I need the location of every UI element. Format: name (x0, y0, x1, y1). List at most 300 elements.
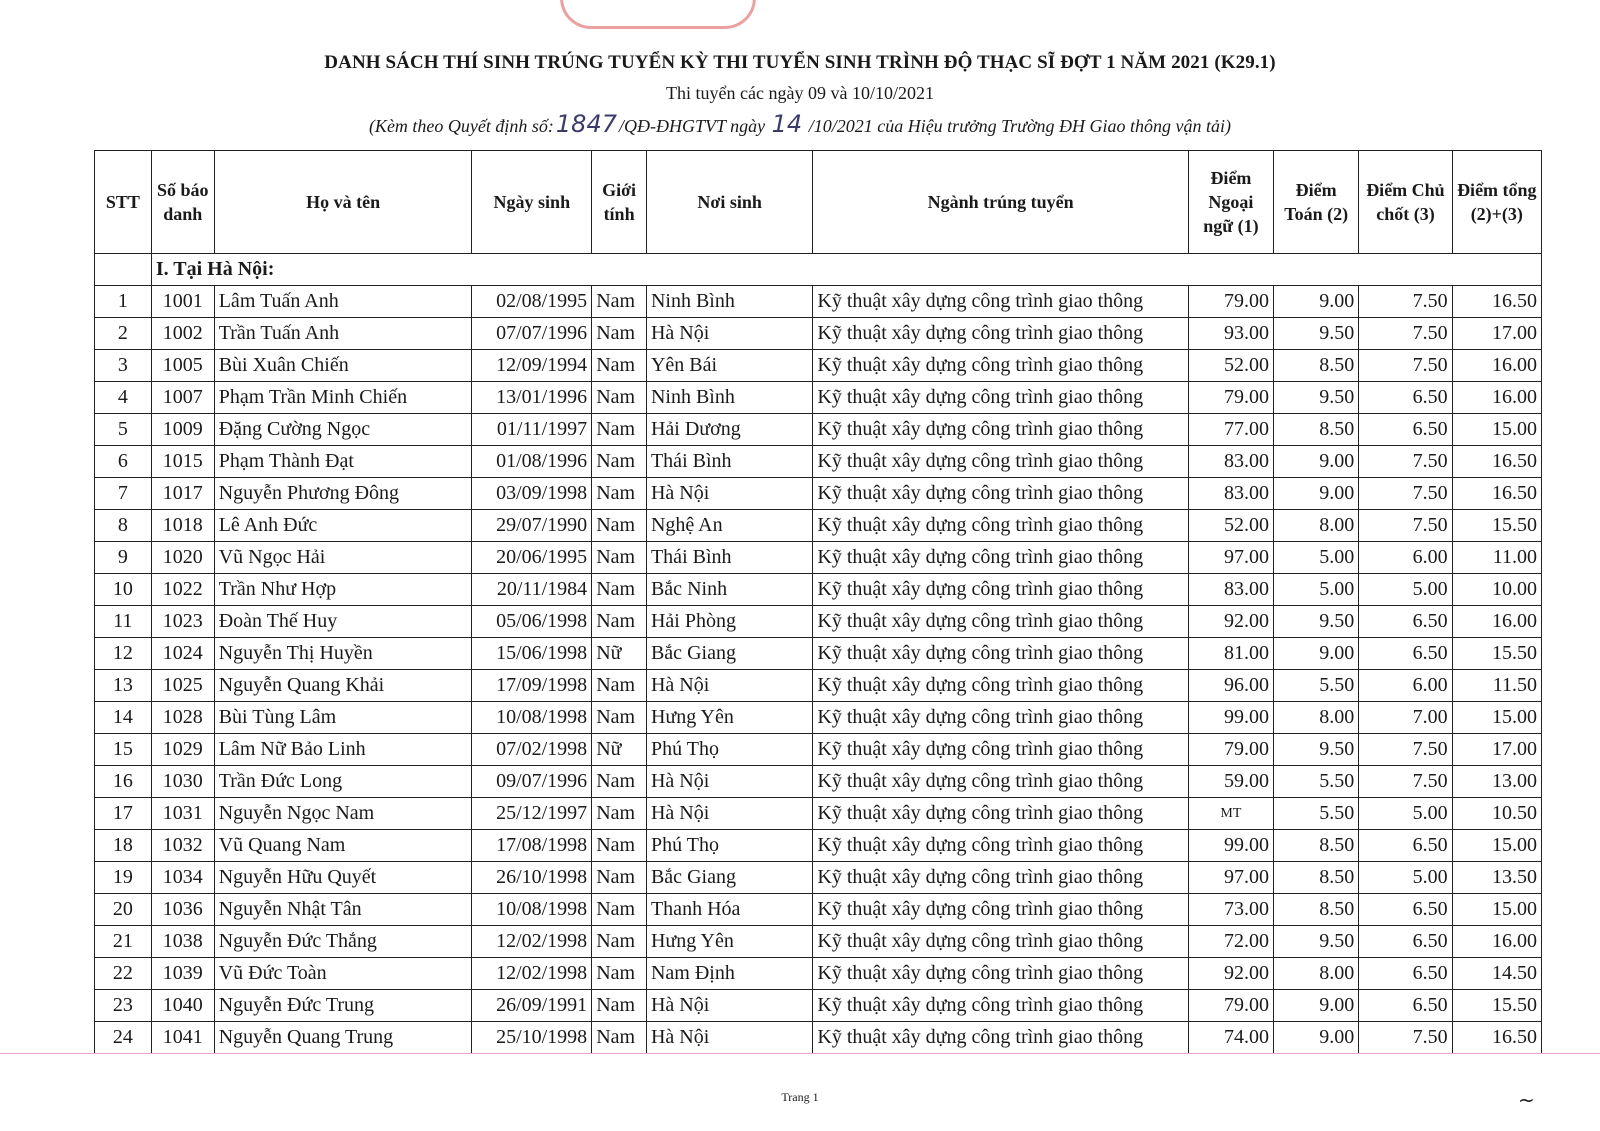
core-score-cell: 6.50 (1359, 382, 1452, 414)
math-score-cell: 9.50 (1274, 926, 1359, 958)
name-cell: Nguyễn Quang Khải (214, 670, 472, 702)
sbd-cell: 1007 (151, 382, 214, 414)
math-score-cell: 8.50 (1274, 862, 1359, 894)
table-row (95, 990, 1542, 1022)
table-row (95, 414, 1542, 446)
name-cell: Vũ Đức Toàn (214, 958, 472, 990)
stt-cell: 3 (95, 350, 152, 382)
major-cell: Kỹ thuật xây dựng công trình giao thông (813, 446, 1188, 478)
major-cell: Kỹ thuật xây dựng công trình giao thông (813, 478, 1188, 510)
sbd-cell: 1015 (151, 446, 214, 478)
table-row (95, 606, 1542, 638)
lang-score-cell: 93.00 (1188, 318, 1273, 350)
table-row (95, 798, 1542, 830)
dob-cell: 07/02/1998 (472, 734, 592, 766)
lang-score-cell: 72.00 (1188, 926, 1273, 958)
total-score-cell: 15.50 (1452, 510, 1541, 542)
core-score-cell: 6.50 (1359, 414, 1452, 446)
core-score-cell: 6.50 (1359, 830, 1452, 862)
stt-cell: 21 (95, 926, 152, 958)
core-score-cell: 7.00 (1359, 702, 1452, 734)
major-cell: Kỹ thuật xây dựng công trình giao thông (813, 958, 1188, 990)
birthplace-cell: Thái Bình (646, 542, 812, 574)
core-score-cell: 6.00 (1359, 542, 1452, 574)
page-number: Trang 1 (781, 1090, 819, 1104)
total-score-cell: 15.00 (1452, 894, 1541, 926)
total-score-cell: 13.50 (1452, 862, 1541, 894)
dob-cell: 10/08/1998 (472, 894, 592, 926)
stt-cell: 12 (95, 638, 152, 670)
lang-score-cell: 97.00 (1188, 542, 1273, 574)
decision-day: 14 (771, 110, 803, 138)
name-cell: Bùi Xuân Chiến (214, 350, 472, 382)
col-stt: STT (95, 151, 152, 254)
birthplace-cell: Bắc Giang (646, 638, 812, 670)
col-lang-score: Điểm Ngoại ngữ (1) (1188, 151, 1273, 254)
gender-cell: Nam (592, 286, 647, 318)
core-score-cell: 5.00 (1359, 574, 1452, 606)
core-score-cell: 7.50 (1359, 734, 1452, 766)
major-cell: Kỹ thuật xây dựng công trình giao thông (813, 702, 1188, 734)
table-row (95, 958, 1542, 990)
lang-score-cell: 83.00 (1188, 446, 1273, 478)
sbd-cell: 1022 (151, 574, 214, 606)
lang-score-cell: 96.00 (1188, 670, 1273, 702)
name-cell: Lê Anh Đức (214, 510, 472, 542)
stt-cell: 4 (95, 382, 152, 414)
gender-cell: Nam (592, 382, 647, 414)
math-score-cell: 5.50 (1274, 798, 1359, 830)
birthplace-cell: Ninh Bình (646, 382, 812, 414)
core-score-cell: 5.00 (1359, 862, 1452, 894)
name-cell: Lâm Nữ Bảo Linh (214, 734, 472, 766)
gender-cell: Nam (592, 606, 647, 638)
total-score-cell: 13.00 (1452, 766, 1541, 798)
math-score-cell: 5.50 (1274, 766, 1359, 798)
table-header-row (95, 151, 1542, 254)
lang-score-cell: 99.00 (1188, 830, 1273, 862)
total-score-cell: 15.00 (1452, 702, 1541, 734)
lang-score-cell: 97.00 (1188, 862, 1273, 894)
major-cell: Kỹ thuật xây dựng công trình giao thông (813, 766, 1188, 798)
total-score-cell: 15.50 (1452, 638, 1541, 670)
lang-score-cell: 81.00 (1188, 638, 1273, 670)
total-score-cell: 16.00 (1452, 350, 1541, 382)
name-cell: Phạm Trần Minh Chiến (214, 382, 472, 414)
major-cell: Kỹ thuật xây dựng công trình giao thông (813, 350, 1188, 382)
dob-cell: 02/08/1995 (472, 286, 592, 318)
birthplace-cell: Thái Bình (646, 446, 812, 478)
major-cell: Kỹ thuật xây dựng công trình giao thông (813, 574, 1188, 606)
sbd-cell: 1017 (151, 478, 214, 510)
name-cell: Trần Như Hợp (214, 574, 472, 606)
total-score-cell: 15.00 (1452, 830, 1541, 862)
math-score-cell: 5.50 (1274, 670, 1359, 702)
gender-cell: Nam (592, 926, 647, 958)
table-row (95, 766, 1542, 798)
core-score-cell: 7.50 (1359, 446, 1452, 478)
name-cell: Vũ Quang Nam (214, 830, 472, 862)
table-row (95, 510, 1542, 542)
table-row (95, 894, 1542, 926)
stt-cell: 14 (95, 702, 152, 734)
gender-cell: Nam (592, 446, 647, 478)
dob-cell: 26/10/1998 (472, 862, 592, 894)
total-score-cell: 11.00 (1452, 542, 1541, 574)
total-score-cell: 16.50 (1452, 478, 1541, 510)
table-row (95, 862, 1542, 894)
stt-cell: 9 (95, 542, 152, 574)
name-cell: Phạm Thành Đạt (214, 446, 472, 478)
stt-cell: 24 (95, 1022, 152, 1054)
core-score-cell: 7.50 (1359, 318, 1452, 350)
document-title: DANH SÁCH THÍ SINH TRÚNG TUYỂN KỲ THI TUYỂN SINH TRÌNH ĐỘ THẠC SĨ ĐỢT 1 NĂM 2021 (K29.1) (324, 52, 1276, 73)
birthplace-cell: Hải Dương (646, 414, 812, 446)
sbd-cell: 1034 (151, 862, 214, 894)
total-score-cell: 16.50 (1452, 446, 1541, 478)
birthplace-cell: Yên Bái (646, 350, 812, 382)
math-score-cell: 9.00 (1274, 446, 1359, 478)
dob-cell: 26/09/1991 (472, 990, 592, 1022)
core-score-cell: 7.50 (1359, 478, 1452, 510)
core-score-cell: 6.50 (1359, 606, 1452, 638)
dob-cell: 01/11/1997 (472, 414, 592, 446)
major-cell: Kỹ thuật xây dựng công trình giao thông (813, 542, 1188, 574)
major-cell: Kỹ thuật xây dựng công trình giao thông (813, 510, 1188, 542)
gender-cell: Nam (592, 542, 647, 574)
gender-cell: Nam (592, 318, 647, 350)
sbd-cell: 1031 (151, 798, 214, 830)
birthplace-cell: Hà Nội (646, 766, 812, 798)
core-score-cell: 6.50 (1359, 894, 1452, 926)
birthplace-cell: Hà Nội (646, 670, 812, 702)
math-score-cell: 8.50 (1274, 414, 1359, 446)
major-cell: Kỹ thuật xây dựng công trình giao thông (813, 286, 1188, 318)
total-score-cell: 16.50 (1452, 1022, 1541, 1054)
table-row (95, 286, 1542, 318)
stt-cell: 2 (95, 318, 152, 350)
major-cell: Kỹ thuật xây dựng công trình giao thông (813, 926, 1188, 958)
stt-cell: 22 (95, 958, 152, 990)
total-score-cell: 16.50 (1452, 286, 1541, 318)
total-score-cell: 17.00 (1452, 734, 1541, 766)
decision-number: 1847 (555, 110, 617, 138)
name-cell: Vũ Ngọc Hải (214, 542, 472, 574)
lang-score-cell: 79.00 (1188, 990, 1273, 1022)
lang-score-cell: 99.00 (1188, 702, 1273, 734)
gender-cell: Nam (592, 798, 647, 830)
decision-prefix: (Kèm theo Quyết định số: (368, 116, 554, 136)
name-cell: Nguyễn Quang Trung (214, 1022, 472, 1054)
sbd-cell: 1029 (151, 734, 214, 766)
major-cell: Kỹ thuật xây dựng công trình giao thông (813, 798, 1188, 830)
lang-score-cell: 79.00 (1188, 734, 1273, 766)
sbd-cell: 1023 (151, 606, 214, 638)
core-score-cell: 6.50 (1359, 958, 1452, 990)
dob-cell: 01/08/1996 (472, 446, 592, 478)
core-score-cell: 7.50 (1359, 286, 1452, 318)
lang-score-cell: 79.00 (1188, 286, 1273, 318)
dob-cell: 07/07/1996 (472, 318, 592, 350)
dob-cell: 17/08/1998 (472, 830, 592, 862)
core-score-cell: 7.50 (1359, 766, 1452, 798)
major-cell: Kỹ thuật xây dựng công trình giao thông (813, 318, 1188, 350)
major-cell: Kỹ thuật xây dựng công trình giao thông (813, 734, 1188, 766)
stt-cell: 5 (95, 414, 152, 446)
lang-score-cell: 77.00 (1188, 414, 1273, 446)
gender-cell: Nam (592, 350, 647, 382)
sbd-cell: 1024 (151, 638, 214, 670)
dob-cell: 12/09/1994 (472, 350, 592, 382)
major-cell: Kỹ thuật xây dựng công trình giao thông (813, 894, 1188, 926)
name-cell: Nguyễn Thị Huyền (214, 638, 472, 670)
core-score-cell: 6.50 (1359, 990, 1452, 1022)
sbd-cell: 1005 (151, 350, 214, 382)
candidate-table (94, 150, 1542, 1054)
gender-cell: Nam (592, 990, 647, 1022)
col-core-score: Điểm Chủ chốt (3) (1359, 151, 1452, 254)
sbd-cell: 1025 (151, 670, 214, 702)
stt-cell: 19 (95, 862, 152, 894)
math-score-cell: 9.00 (1274, 990, 1359, 1022)
dob-cell: 12/02/1998 (472, 958, 592, 990)
gender-cell: Nam (592, 510, 647, 542)
table-row (95, 382, 1542, 414)
birthplace-cell: Phú Thọ (646, 830, 812, 862)
col-math-score: Điểm Toán (2) (1274, 151, 1359, 254)
birthplace-cell: Hà Nội (646, 798, 812, 830)
sbd-cell: 1001 (151, 286, 214, 318)
total-score-cell: 17.00 (1452, 318, 1541, 350)
sbd-cell: 1018 (151, 510, 214, 542)
lang-score-cell: 79.00 (1188, 382, 1273, 414)
official-seal (560, 0, 756, 29)
sbd-cell: 1028 (151, 702, 214, 734)
table-row (95, 350, 1542, 382)
math-score-cell: 9.00 (1274, 1022, 1359, 1054)
col-name: Họ và tên (214, 151, 472, 254)
total-score-cell: 15.50 (1452, 990, 1541, 1022)
table-row (95, 734, 1542, 766)
gender-cell: Nam (592, 830, 647, 862)
birthplace-cell: Hưng Yên (646, 702, 812, 734)
col-total-score: Điểm tổng (2)+(3) (1452, 151, 1541, 254)
math-score-cell: 9.50 (1274, 606, 1359, 638)
lang-score-cell: MT (1188, 798, 1273, 830)
dob-cell: 20/11/1984 (472, 574, 592, 606)
total-score-cell: 14.50 (1452, 958, 1541, 990)
stt-cell: 15 (95, 734, 152, 766)
lang-score-cell: 73.00 (1188, 894, 1273, 926)
name-cell: Nguyễn Nhật Tân (214, 894, 472, 926)
birthplace-cell: Hà Nội (646, 318, 812, 350)
sbd-cell: 1040 (151, 990, 214, 1022)
stt-cell: 18 (95, 830, 152, 862)
col-birthplace: Nơi sinh (646, 151, 812, 254)
total-score-cell: 16.00 (1452, 926, 1541, 958)
birthplace-cell: Hà Nội (646, 1022, 812, 1054)
sbd-cell: 1038 (151, 926, 214, 958)
name-cell: Nguyễn Đức Trung (214, 990, 472, 1022)
stt-cell: 13 (95, 670, 152, 702)
gender-cell: Nam (592, 478, 647, 510)
dob-cell: 17/09/1998 (472, 670, 592, 702)
dob-cell: 09/07/1996 (472, 766, 592, 798)
stt-cell: 20 (95, 894, 152, 926)
dob-cell: 13/01/1996 (472, 382, 592, 414)
stt-cell: 6 (95, 446, 152, 478)
dob-cell: 15/06/1998 (472, 638, 592, 670)
lang-score-cell: 59.00 (1188, 766, 1273, 798)
table-row (95, 446, 1542, 478)
core-score-cell: 6.50 (1359, 638, 1452, 670)
birthplace-cell: Bắc Giang (646, 862, 812, 894)
major-cell: Kỹ thuật xây dựng công trình giao thông (813, 382, 1188, 414)
name-cell: Trần Đức Long (214, 766, 472, 798)
dob-cell: 12/02/1998 (472, 926, 592, 958)
sbd-cell: 1039 (151, 958, 214, 990)
col-dob: Ngày sinh (472, 151, 592, 254)
major-cell: Kỹ thuật xây dựng công trình giao thông (813, 862, 1188, 894)
birthplace-cell: Nghệ An (646, 510, 812, 542)
core-score-cell: 6.50 (1359, 926, 1452, 958)
dob-cell: 25/10/1998 (472, 1022, 592, 1054)
math-score-cell: 5.00 (1274, 574, 1359, 606)
name-cell: Bùi Tùng Lâm (214, 702, 472, 734)
math-score-cell: 8.00 (1274, 510, 1359, 542)
math-score-cell: 5.00 (1274, 542, 1359, 574)
table-row (95, 926, 1542, 958)
table-row (95, 670, 1542, 702)
gender-cell: Nữ (592, 734, 647, 766)
stt-cell: 1 (95, 286, 152, 318)
stt-cell: 23 (95, 990, 152, 1022)
stt-cell: 8 (95, 510, 152, 542)
lang-score-cell: 52.00 (1188, 510, 1273, 542)
col-gender: Giới tính (592, 151, 647, 254)
section-row (95, 254, 1542, 286)
gender-cell: Nam (592, 766, 647, 798)
gender-cell: Nam (592, 1022, 647, 1054)
math-score-cell: 8.50 (1274, 830, 1359, 862)
dob-cell: 29/07/1990 (472, 510, 592, 542)
document-subtitle: Thi tuyển các ngày 09 và 10/10/2021 (666, 83, 934, 103)
total-score-cell: 11.50 (1452, 670, 1541, 702)
col-sbd: Số báo danh (151, 151, 214, 254)
dob-cell: 10/08/1998 (472, 702, 592, 734)
name-cell: Nguyễn Ngọc Nam (214, 798, 472, 830)
total-score-cell: 15.00 (1452, 414, 1541, 446)
gender-cell: Nam (592, 414, 647, 446)
math-score-cell: 8.50 (1274, 894, 1359, 926)
gender-cell: Nam (592, 894, 647, 926)
dob-cell: 05/06/1998 (472, 606, 592, 638)
name-cell: Đặng Cường Ngọc (214, 414, 472, 446)
math-score-cell: 9.50 (1274, 734, 1359, 766)
birthplace-cell: Phú Thọ (646, 734, 812, 766)
name-cell: Nguyễn Hữu Quyết (214, 862, 472, 894)
birthplace-cell: Ninh Bình (646, 286, 812, 318)
birthplace-cell: Hà Nội (646, 478, 812, 510)
major-cell: Kỹ thuật xây dựng công trình giao thông (813, 1022, 1188, 1054)
major-cell: Kỹ thuật xây dựng công trình giao thông (813, 990, 1188, 1022)
sbd-cell: 1030 (151, 766, 214, 798)
sbd-cell: 1009 (151, 414, 214, 446)
dob-cell: 20/06/1995 (472, 542, 592, 574)
gender-cell: Nam (592, 958, 647, 990)
table-row (95, 830, 1542, 862)
table-row (95, 574, 1542, 606)
gender-cell: Nữ (592, 638, 647, 670)
table-row (95, 542, 1542, 574)
lang-score-cell: 83.00 (1188, 478, 1273, 510)
name-cell: Trần Tuấn Anh (214, 318, 472, 350)
table-row (95, 478, 1542, 510)
stt-cell: 16 (95, 766, 152, 798)
total-score-cell: 16.00 (1452, 382, 1541, 414)
lang-score-cell: 74.00 (1188, 1022, 1273, 1054)
core-score-cell: 7.50 (1359, 1022, 1452, 1054)
sbd-cell: 1020 (151, 542, 214, 574)
total-score-cell: 10.50 (1452, 798, 1541, 830)
core-score-cell: 5.00 (1359, 798, 1452, 830)
core-score-cell: 6.00 (1359, 670, 1452, 702)
birthplace-cell: Thanh Hóa (646, 894, 812, 926)
col-major: Ngành trúng tuyển (813, 151, 1188, 254)
birthplace-cell: Nam Định (646, 958, 812, 990)
lang-score-cell: 92.00 (1188, 606, 1273, 638)
total-score-cell: 16.00 (1452, 606, 1541, 638)
birthplace-cell: Hà Nội (646, 990, 812, 1022)
gender-cell: Nam (592, 670, 647, 702)
gender-cell: Nam (592, 862, 647, 894)
math-score-cell: 9.00 (1274, 478, 1359, 510)
table-row (95, 638, 1542, 670)
major-cell: Kỹ thuật xây dựng công trình giao thông (813, 638, 1188, 670)
sbd-cell: 1036 (151, 894, 214, 926)
major-cell: Kỹ thuật xây dựng công trình giao thông (813, 414, 1188, 446)
stt-cell: 10 (95, 574, 152, 606)
birthplace-cell: Hải Phòng (646, 606, 812, 638)
math-score-cell: 8.00 (1274, 702, 1359, 734)
math-score-cell: 9.50 (1274, 382, 1359, 414)
gender-cell: Nam (592, 574, 647, 606)
gender-cell: Nam (592, 702, 647, 734)
name-cell: Lâm Tuấn Anh (214, 286, 472, 318)
math-score-cell: 9.50 (1274, 318, 1359, 350)
math-score-cell: 9.00 (1274, 638, 1359, 670)
decision-suffix: /10/2021 của Hiệu trưởng Trường ĐH Giao thông vận tải) (808, 116, 1232, 136)
core-score-cell: 7.50 (1359, 350, 1452, 382)
table-row (95, 318, 1542, 350)
lang-score-cell: 92.00 (1188, 958, 1273, 990)
major-cell: Kỹ thuật xây dựng công trình giao thông (813, 830, 1188, 862)
sbd-cell: 1041 (151, 1022, 214, 1054)
dob-cell: 03/09/1998 (472, 478, 592, 510)
major-cell: Kỹ thuật xây dựng công trình giao thông (813, 670, 1188, 702)
math-score-cell: 8.50 (1274, 350, 1359, 382)
major-cell: Kỹ thuật xây dựng công trình giao thông (813, 606, 1188, 638)
sbd-cell: 1002 (151, 318, 214, 350)
name-cell: Nguyễn Đức Thắng (214, 926, 472, 958)
stt-cell: 17 (95, 798, 152, 830)
table-row (95, 1022, 1542, 1054)
initials-signature: ~ (1518, 1088, 1535, 1112)
dob-cell: 25/12/1997 (472, 798, 592, 830)
lang-score-cell: 52.00 (1188, 350, 1273, 382)
scan-artifact-line (0, 1053, 1600, 1054)
decision-reference (0, 110, 1600, 138)
